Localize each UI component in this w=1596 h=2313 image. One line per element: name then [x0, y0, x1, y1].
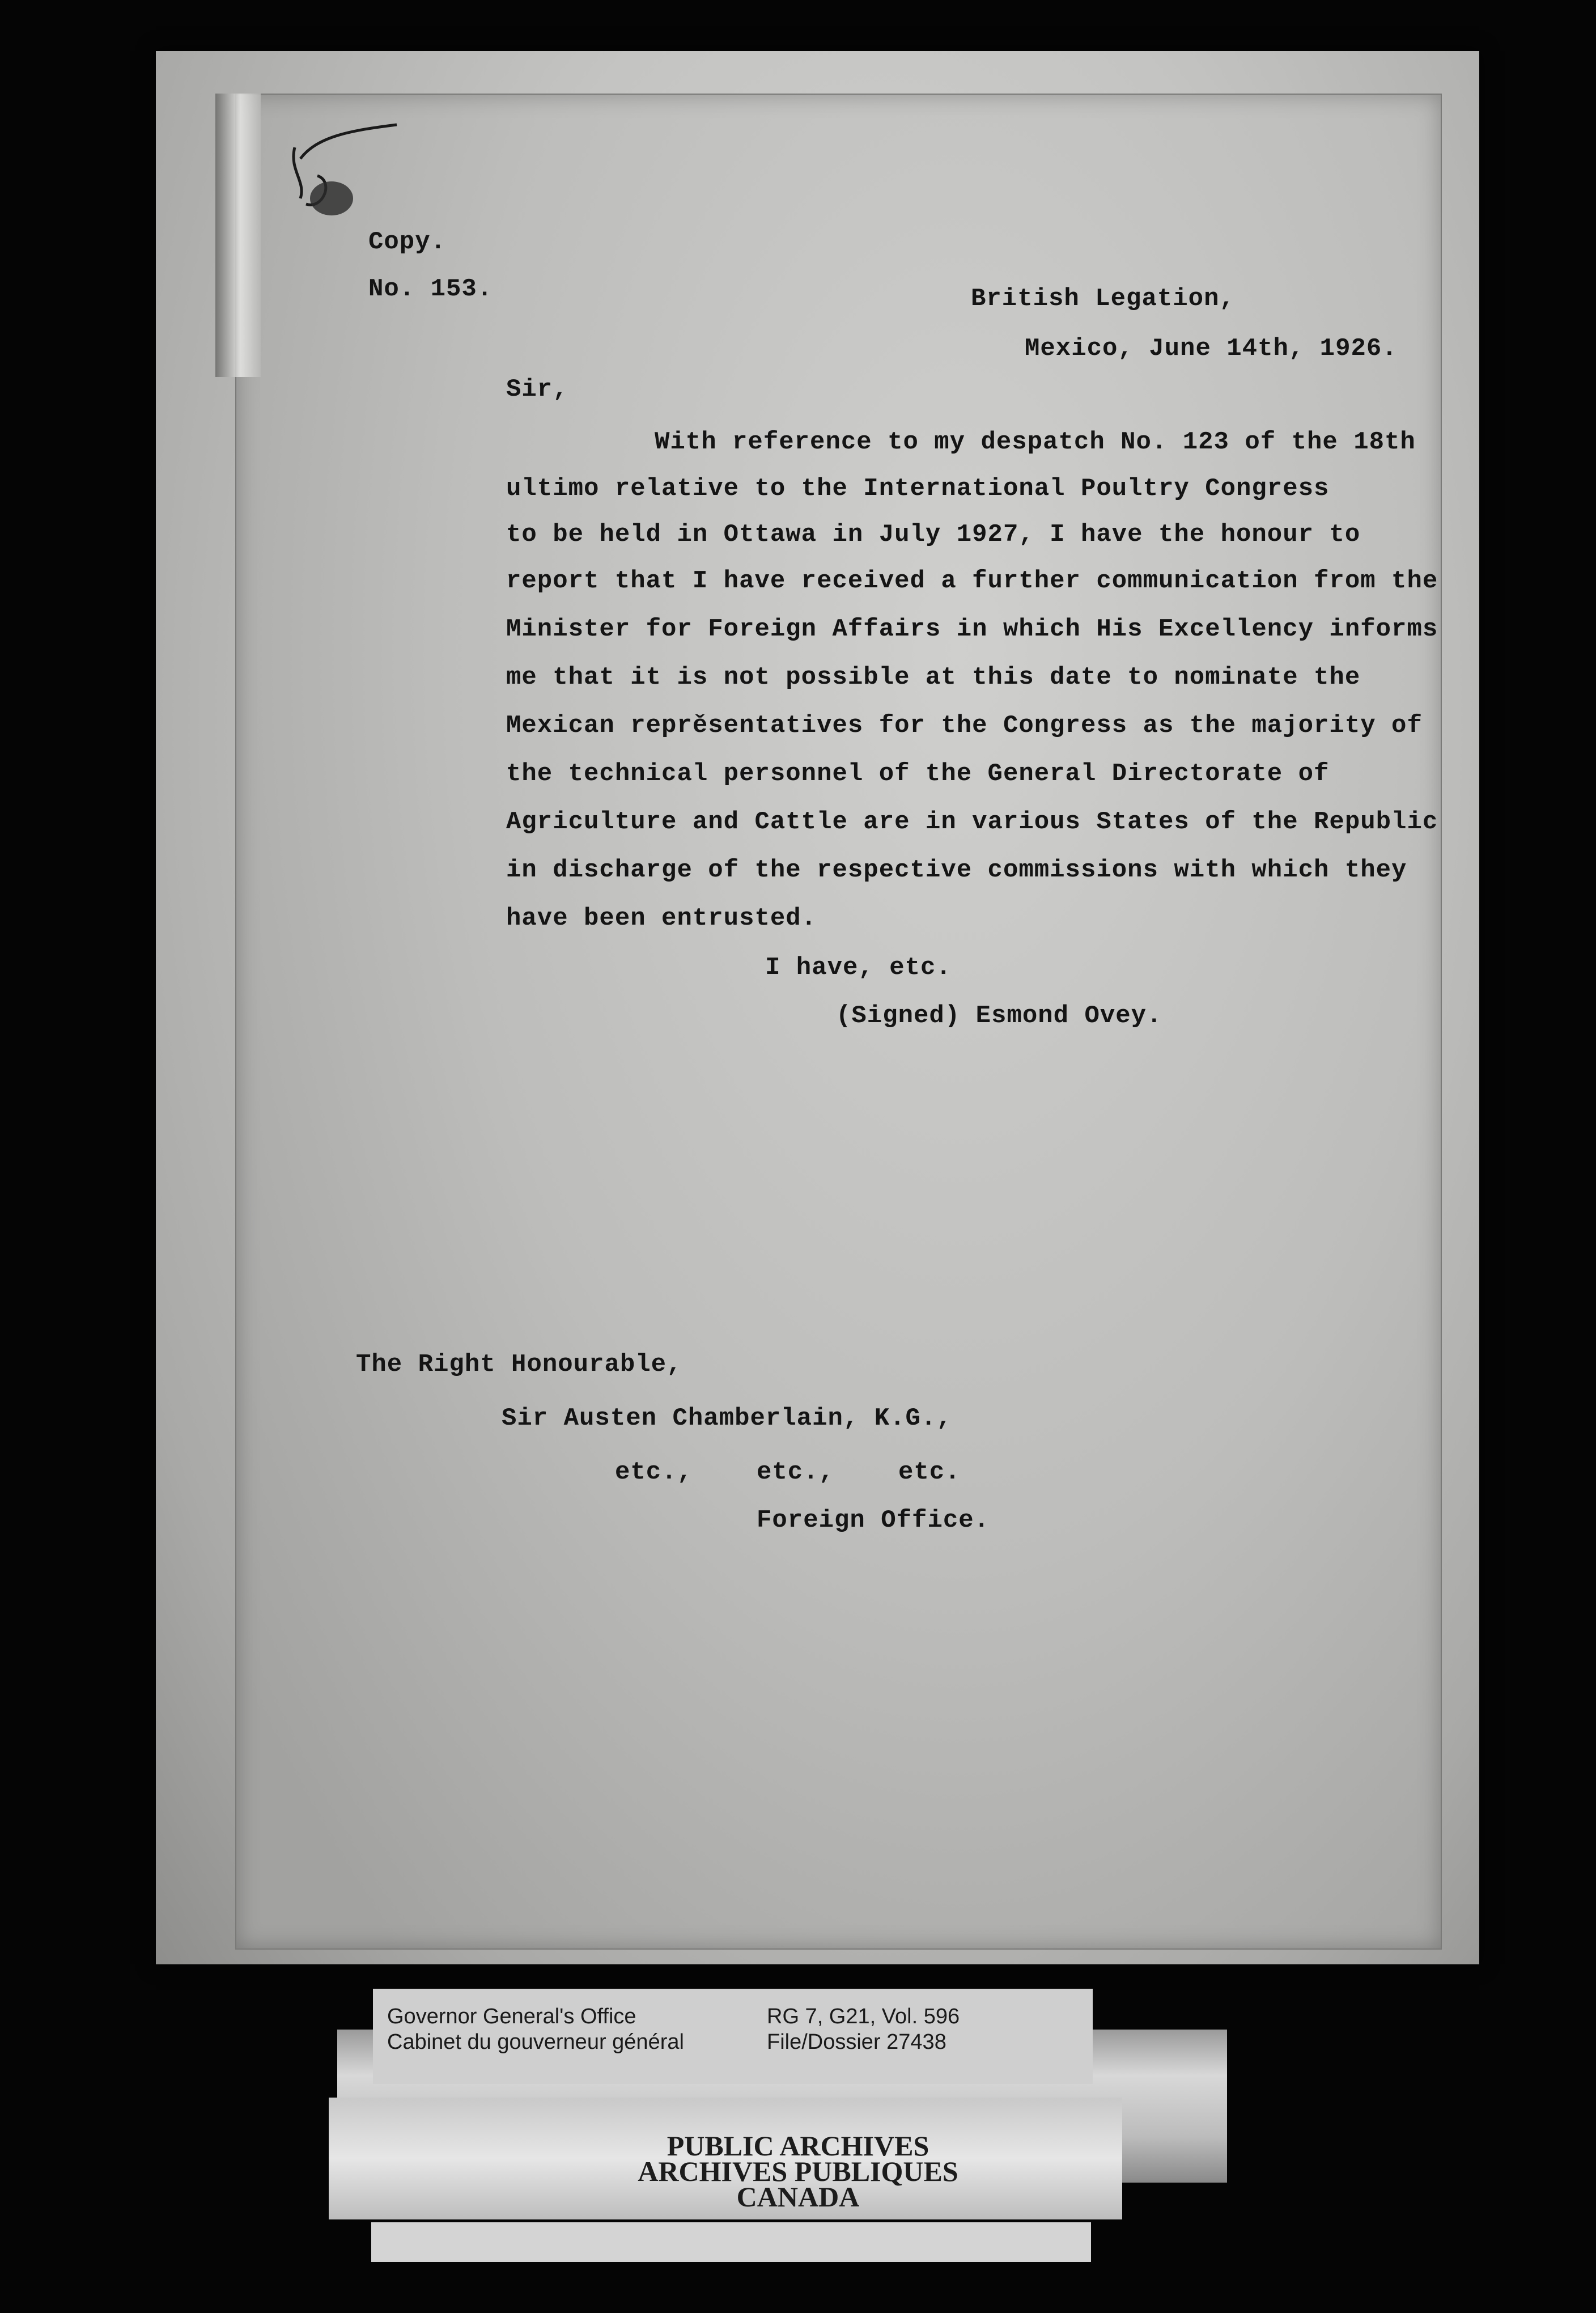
- archive-label: [373, 1989, 1093, 2084]
- body-line: Minister for Foreign Affairs in which His Excellency informs: [506, 615, 1438, 643]
- addressee-name: Sir Austen Chamberlain, K.G.,: [502, 1404, 952, 1433]
- signature: (Signed) Esmond Ovey.: [836, 1002, 1162, 1030]
- salutation: Sir,: [506, 375, 568, 404]
- folded-corner: [215, 94, 261, 377]
- body-line: With reference to my despatch No. 123 of the 18th: [655, 428, 1416, 456]
- reference-number: RG 7, G21, Vol. 596: [767, 2005, 960, 2028]
- body-line: to be held in Ottawa in July 1927, I have the honour to: [506, 520, 1361, 549]
- despatch-number: No. 153.: [368, 275, 493, 303]
- body-line: report that I have received a further communication from the: [506, 567, 1438, 595]
- addressee-etc: etc.,: [615, 1458, 693, 1486]
- office-en: Governor General's Office: [387, 2005, 636, 2028]
- addressee-etc: etc.: [898, 1458, 961, 1486]
- body-line: have been entrusted.: [506, 904, 817, 933]
- addressee-office: Foreign Office.: [757, 1506, 990, 1535]
- body-line: in discharge of the respective commissions with which they: [506, 856, 1407, 884]
- addressee-etc: etc.,: [757, 1458, 835, 1486]
- stamp-line-3: CANADA: [736, 2181, 860, 2213]
- closing: I have, etc.: [765, 954, 952, 982]
- origin-line-1: British Legation,: [971, 285, 1235, 313]
- addressee-title: The Right Honourable,: [356, 1350, 682, 1379]
- body-line: the technical personnel of the General Directorate of: [506, 760, 1330, 788]
- office-fr: Cabinet du gouverneur général: [387, 2030, 684, 2054]
- handwritten-initial-mark: [283, 113, 408, 227]
- stamp-line-2: ARCHIVES PUBLIQUES: [638, 2155, 958, 2187]
- bottom-strip: [371, 2222, 1091, 2262]
- body-line: Mexican reprěsentatives for the Congress as the majority of: [506, 711, 1423, 740]
- body-line: Agriculture and Cattle are in various States of the Republic: [506, 808, 1438, 836]
- file-number: File/Dossier 27438: [767, 2030, 946, 2054]
- copy-label: Copy.: [368, 228, 447, 256]
- origin-date: Mexico, June 14th, 1926.: [1025, 334, 1398, 363]
- body-line: me that it is not possible at this date to nominate the: [506, 663, 1361, 692]
- stamp-line-1: PUBLIC ARCHIVES: [667, 2130, 929, 2162]
- body-line: ultimo relative to the International Poultry Congress: [506, 475, 1330, 503]
- archive-stamp-strip: [329, 2098, 1122, 2219]
